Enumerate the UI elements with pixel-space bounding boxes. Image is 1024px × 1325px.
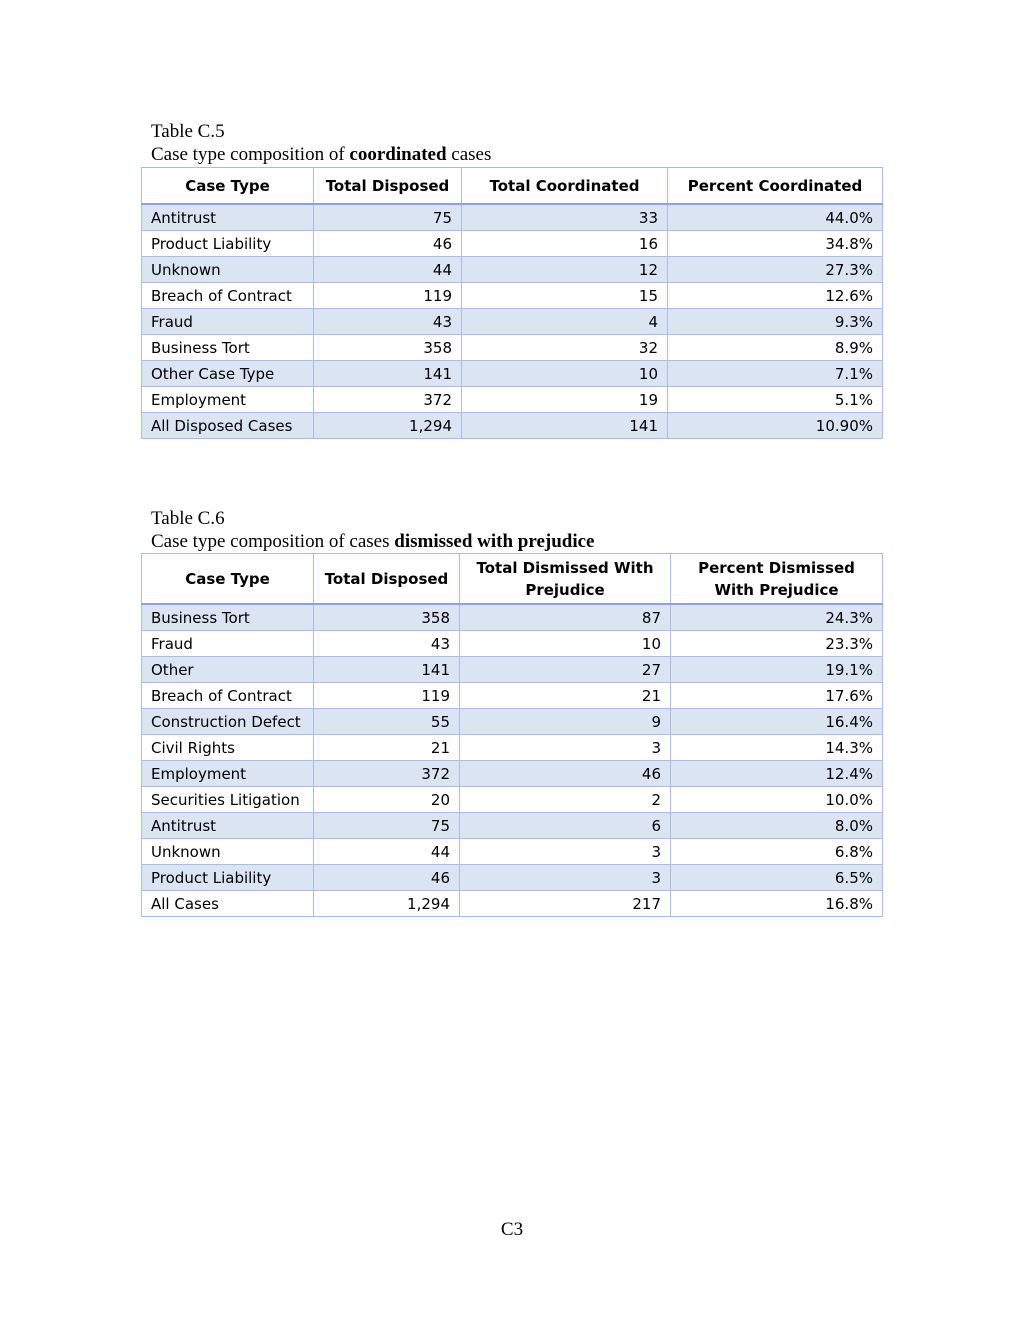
- value-cell: 12.4%: [671, 761, 883, 787]
- value-cell: 3: [460, 839, 671, 865]
- value-cell: 9: [460, 709, 671, 735]
- case-type-cell: Product Liability: [142, 231, 314, 257]
- value-cell: 141: [462, 413, 668, 439]
- value-cell: 34.8%: [668, 231, 883, 257]
- table-row: [142, 891, 883, 917]
- table-row: [142, 231, 883, 257]
- col-header-case-type: Case Type: [142, 554, 314, 605]
- value-cell: 15: [462, 283, 668, 309]
- value-cell: 23.3%: [671, 631, 883, 657]
- case-type-cell: Breach of Contract: [142, 683, 314, 709]
- value-cell: 8.0%: [671, 813, 883, 839]
- case-type-cell: All Cases: [142, 891, 314, 917]
- case-type-cell: Antitrust: [142, 204, 314, 231]
- value-cell: 10: [460, 631, 671, 657]
- col-header-percent-coordinated: Percent Coordinated: [668, 168, 883, 205]
- col-header-total-coordinated: Total Coordinated: [462, 168, 668, 205]
- value-cell: 1,294: [314, 891, 460, 917]
- value-cell: 46: [314, 865, 460, 891]
- value-cell: 27.3%: [668, 257, 883, 283]
- table-row: [142, 335, 883, 361]
- value-cell: 27: [460, 657, 671, 683]
- col-header-percent-dismissed: Percent Dismissed With Prejudice: [671, 554, 883, 605]
- table-row: [142, 283, 883, 309]
- value-cell: 87: [460, 604, 671, 631]
- value-cell: 21: [460, 683, 671, 709]
- value-cell: 75: [314, 204, 462, 231]
- table-row: [142, 709, 883, 735]
- value-cell: 16: [462, 231, 668, 257]
- value-cell: 17.6%: [671, 683, 883, 709]
- col-header-total-dismissed: Total Dismissed With Prejudice: [460, 554, 671, 605]
- table-row: [142, 361, 883, 387]
- value-cell: 12.6%: [668, 283, 883, 309]
- value-cell: 5.1%: [668, 387, 883, 413]
- value-cell: 75: [314, 813, 460, 839]
- value-cell: 16.4%: [671, 709, 883, 735]
- case-type-cell: Breach of Contract: [142, 283, 314, 309]
- table-c5-subtitle: [151, 143, 491, 166]
- value-cell: 6.8%: [671, 839, 883, 865]
- value-cell: 358: [314, 335, 462, 361]
- value-cell: 19: [462, 387, 668, 413]
- col-header-total-disposed: Total Disposed: [314, 554, 460, 605]
- table-c5-subtitle-pre: Case type composition of: [151, 144, 350, 165]
- value-cell: 55: [314, 709, 460, 735]
- value-cell: 10.90%: [668, 413, 883, 439]
- value-cell: 43: [314, 309, 462, 335]
- table-row: [142, 657, 883, 683]
- case-type-cell: Employment: [142, 761, 314, 787]
- case-type-cell: Business Tort: [142, 604, 314, 631]
- value-cell: 141: [314, 361, 462, 387]
- case-type-cell: Securities Litigation: [142, 787, 314, 813]
- case-type-cell: Product Liability: [142, 865, 314, 891]
- value-cell: 217: [460, 891, 671, 917]
- case-type-cell: Fraud: [142, 309, 314, 335]
- value-cell: 43: [314, 631, 460, 657]
- value-cell: 32: [462, 335, 668, 361]
- value-cell: 372: [314, 761, 460, 787]
- table-row: [142, 683, 883, 709]
- value-cell: 12: [462, 257, 668, 283]
- value-cell: 2: [460, 787, 671, 813]
- table-row: [142, 413, 883, 439]
- table-row: [142, 309, 883, 335]
- case-type-cell: Civil Rights: [142, 735, 314, 761]
- value-cell: 141: [314, 657, 460, 683]
- value-cell: 372: [314, 387, 462, 413]
- case-type-cell: Unknown: [142, 839, 314, 865]
- case-type-cell: Construction Defect: [142, 709, 314, 735]
- table-c5-subtitle-post: cases: [446, 144, 492, 165]
- value-cell: 8.9%: [668, 335, 883, 361]
- table-row: [142, 604, 883, 631]
- page-number: C3: [500, 1219, 524, 1240]
- value-cell: 3: [460, 865, 671, 891]
- case-type-cell: All Disposed Cases: [142, 413, 314, 439]
- value-cell: 44: [314, 257, 462, 283]
- value-cell: 7.1%: [668, 361, 883, 387]
- case-type-cell: Other: [142, 657, 314, 683]
- table-c6-subtitle-pre: Case type composition of cases: [151, 531, 395, 552]
- table-c5-subtitle-bold: coordinated: [349, 144, 447, 165]
- value-cell: 20: [314, 787, 460, 813]
- case-type-cell: Other Case Type: [142, 361, 314, 387]
- table-row: [142, 735, 883, 761]
- table-c6-subtitle: [151, 530, 595, 553]
- value-cell: 1,294: [314, 413, 462, 439]
- table-row: [142, 387, 883, 413]
- value-cell: 24.3%: [671, 604, 883, 631]
- value-cell: 33: [462, 204, 668, 231]
- col-header-total-disposed: Total Disposed: [314, 168, 462, 205]
- value-cell: 10: [462, 361, 668, 387]
- table-c5-title: Table C.5: [151, 121, 225, 142]
- value-cell: 44.0%: [668, 204, 883, 231]
- value-cell: 44: [314, 839, 460, 865]
- value-cell: 6.5%: [671, 865, 883, 891]
- value-cell: 46: [314, 231, 462, 257]
- table-row: [142, 631, 883, 657]
- table-c6-subtitle-bold: dismissed with prejudice: [394, 531, 595, 552]
- table-row: [142, 204, 883, 231]
- value-cell: 119: [314, 283, 462, 309]
- table-header-row: [142, 168, 883, 205]
- case-type-cell: Unknown: [142, 257, 314, 283]
- table-row: [142, 813, 883, 839]
- value-cell: 19.1%: [671, 657, 883, 683]
- value-cell: 14.3%: [671, 735, 883, 761]
- value-cell: 119: [314, 683, 460, 709]
- value-cell: 10.0%: [671, 787, 883, 813]
- table-row: [142, 865, 883, 891]
- value-cell: 46: [460, 761, 671, 787]
- case-type-cell: Fraud: [142, 631, 314, 657]
- value-cell: 358: [314, 604, 460, 631]
- value-cell: 4: [462, 309, 668, 335]
- table-c6-caption: [151, 507, 595, 553]
- col-header-case-type: Case Type: [142, 168, 314, 205]
- value-cell: 9.3%: [668, 309, 883, 335]
- case-type-cell: Business Tort: [142, 335, 314, 361]
- case-type-cell: Antitrust: [142, 813, 314, 839]
- value-cell: 21: [314, 735, 460, 761]
- table-row: [142, 839, 883, 865]
- table-c5: [141, 167, 883, 439]
- table-row: [142, 787, 883, 813]
- table-c6: [141, 553, 883, 917]
- table-c5-caption: [151, 120, 491, 166]
- case-type-cell: Employment: [142, 387, 314, 413]
- value-cell: 3: [460, 735, 671, 761]
- value-cell: 6: [460, 813, 671, 839]
- table-row: [142, 761, 883, 787]
- table-header-row: [142, 554, 883, 605]
- table-row: [142, 257, 883, 283]
- value-cell: 16.8%: [671, 891, 883, 917]
- table-c6-title: Table C.6: [151, 508, 225, 529]
